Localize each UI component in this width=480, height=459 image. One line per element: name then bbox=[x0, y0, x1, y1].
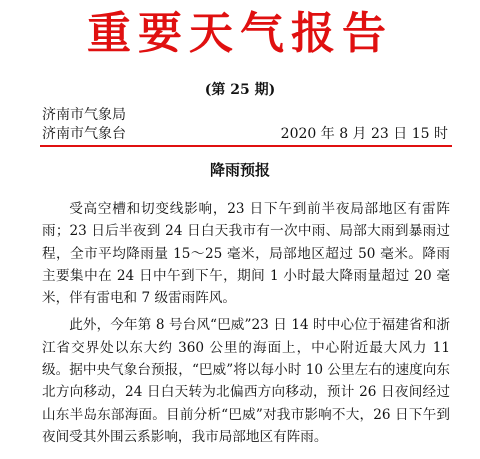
issuer-observatory: 济南市气象台 bbox=[42, 126, 126, 142]
report-masthead: 重要天气报告 bbox=[87, 8, 393, 59]
paragraph-rain-forecast: 受高空槽和切变线影响，23 日下午到前半夜局部地区有雷阵雨；23 日后半夜到 24 日白天我市有一次中雨、局部大雨到暴雨过程，全市平均降雨量 15～25 毫米，局部地区超过 50 毫米。降雨主要集中在 24 日中午到下午，期间 1 小时最大降雨量超过 20 毫米，伴有雷电和 7 级雷雨阵风。 bbox=[42, 201, 450, 307]
document-title: 降雨预报 bbox=[209, 161, 270, 179]
issue-number: (第 25 期) bbox=[204, 82, 276, 98]
issue-datetime: 2020 年 8 月 23 日 15 时 bbox=[280, 126, 448, 142]
issuer-row-1 bbox=[42, 106, 448, 124]
paragraph-typhoon: 此外，今年第 8 号台风“巴威”23 日 14 时中心位于福建省和浙江省交界处以东大约 360 公里的海面上，中心附近最大风力 11 级。据中央气象台预报，“巴威”将以每小时 10 公里左右的速度向东北方向移动，24 日白天转为北偏西方向移动，预计 26 日夜间经过山东半岛东部海面。目前分析“巴威”对我市影响不大，26 日下午到夜间受其外围云系影响，我市局部地区有阵雨。 bbox=[42, 317, 450, 445]
issuer-bureau: 济南市气象局 bbox=[42, 107, 126, 123]
issuer-row-2 bbox=[42, 125, 448, 143]
red-divider-rule bbox=[40, 145, 452, 147]
report-body bbox=[42, 198, 450, 453]
